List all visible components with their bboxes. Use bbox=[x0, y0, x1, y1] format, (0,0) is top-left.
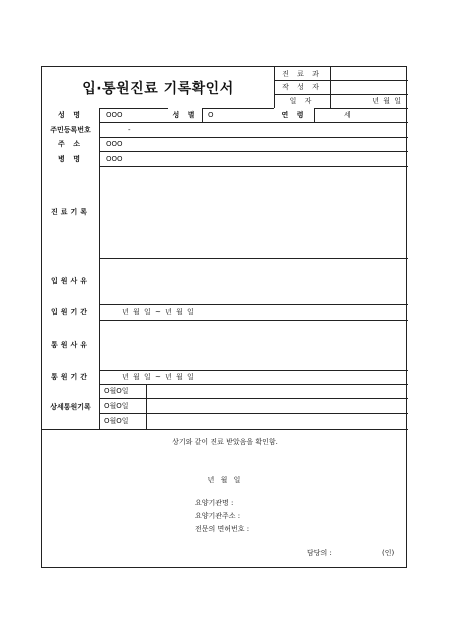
name-label: 성 명 bbox=[42, 108, 99, 122]
seal-mark: (인) bbox=[382, 549, 395, 557]
age-label: 연 령 bbox=[274, 108, 314, 122]
admission-reason-label: 입원사유 bbox=[42, 258, 99, 304]
detail-records-label: 상세통원기록 bbox=[42, 384, 99, 429]
license-number: 전문의 면허번호 : bbox=[195, 525, 250, 533]
detail-record-1[interactable] bbox=[147, 385, 407, 398]
address-label: 주 소 bbox=[42, 137, 99, 151]
admission-period-value[interactable]: 년 월 일 ~ 년 월 일 bbox=[122, 308, 195, 316]
detail-record-3[interactable] bbox=[147, 414, 407, 429]
confirmation-date: 년 월 일 bbox=[207, 476, 243, 484]
admission-period-label: 입원기간 bbox=[42, 304, 99, 320]
date-label: 일 자 bbox=[289, 97, 315, 105]
resident-number-value[interactable]: - bbox=[128, 125, 131, 134]
gender-label: 성 별 bbox=[168, 108, 202, 122]
writer-field[interactable] bbox=[330, 80, 408, 94]
writer-label: 작 성 자 bbox=[282, 83, 322, 91]
outpatient-period-label: 통원기간 bbox=[42, 370, 99, 384]
detail-date-2[interactable]: O월O일 bbox=[104, 401, 129, 410]
medical-records-field[interactable] bbox=[100, 167, 407, 257]
clinic-label: 진 료 과 bbox=[282, 69, 322, 78]
gender-value[interactable]: O bbox=[208, 111, 214, 119]
detail-record-2[interactable] bbox=[147, 399, 407, 413]
institution-name: 요양기관명 : bbox=[195, 499, 234, 507]
date-field[interactable]: 년 월 일 bbox=[372, 97, 402, 105]
name-value[interactable]: OOO bbox=[106, 111, 123, 119]
age-value[interactable]: 세 bbox=[344, 111, 351, 119]
clinic-field[interactable] bbox=[330, 67, 408, 80]
disease-value[interactable]: OOO bbox=[106, 154, 123, 163]
disease-label: 병 명 bbox=[42, 151, 99, 166]
detail-date-3[interactable]: O월O일 bbox=[104, 417, 129, 425]
outpatient-reason-field[interactable] bbox=[100, 321, 407, 369]
confirmation-statement: 상기와 같이 진료 받았음을 확인함. bbox=[172, 438, 278, 446]
confirmation-form bbox=[41, 66, 407, 568]
admission-reason-field[interactable] bbox=[100, 259, 407, 303]
detail-date-1[interactable]: O월O일 bbox=[104, 387, 129, 395]
resident-number-label: 주민등록번호 bbox=[42, 122, 99, 137]
outpatient-period-value[interactable]: 년 월 일 ~ 년 월 일 bbox=[122, 373, 195, 381]
doctor-label: 담당의 : bbox=[307, 549, 332, 557]
institution-address: 요양기관주소 : bbox=[195, 512, 241, 520]
medical-records-label: 진료기록 bbox=[42, 166, 99, 258]
address-value[interactable]: OOO bbox=[106, 140, 123, 148]
form-title: 입·통원진료 기록확인서 bbox=[82, 80, 234, 97]
outpatient-reason-label: 통원사유 bbox=[42, 320, 99, 370]
